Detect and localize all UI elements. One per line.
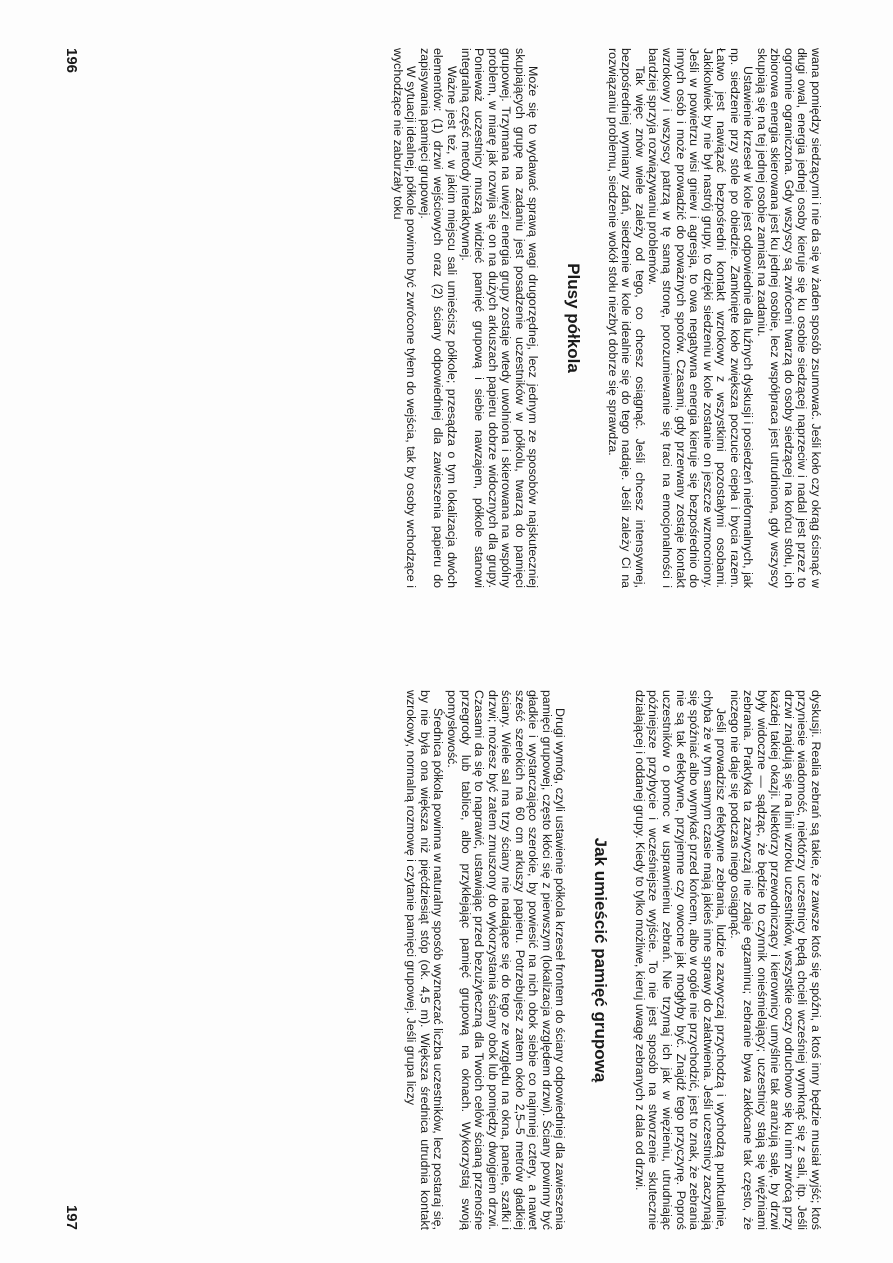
page-197 xyxy=(62,690,822,1230)
paragraph: wana pomiędzy siedzącymi i nie da się w żaden sposób zsumować. Jeśli koło czy okrąg ścisnąć w długi owal, energia jednej osoby kieruje się ku osobie siedzącej naprzeciw i nadal jest przez to ogromnie ograniczona. Gdy wszyscy są zwróceni twarzą do osoby siedzącej na końcu stołu, ich zbiorowa energia skierowana jest ku jednej osobie, lecz współpraca jest utrudniona, gdy wszyscy skupiają się na tej jednej osobie zamiast na zadaniu. xyxy=(754,48,823,588)
paragraph: W sytuacji idealnej, półkole powinno być zwrócone tyłem do wejścia, tak by osoby wchodzące i wychodzące nie zaburzały toku xyxy=(390,48,419,588)
paragraph: Ważne jest też, w jakim miejscu sali umieścisz półkole; przesądza o tym lokalizacja dwóch elementów: (1) drzwi wejściowych oraz (2) ściany odpowiedniej dla zawieszenia papieru do zapisywania pamięci grupowej. xyxy=(417,48,459,588)
page-number: 197 xyxy=(63,1204,80,1230)
page-196 xyxy=(62,48,822,588)
paragraph: Może się to wydawać sprawą wagi drugorzędnej, lecz jednym ze sposobów najskuteczniej skupiających grupę na zadaniu jest posadzenie uczestników w półkolu, twarzą do pamięci grupowej. Trzymana na uwięzi energia grupy zostaje wtedy uwolniona i skierowana na wspólny problem, w miarę jak rozwija się on na dużych arkuszach papieru dobrze widocznych dla grupy. Ponieważ uczestnicy muszą widzieć pamięć grupową i siebie nawzajem, półkole stanowi integralną część metody interaktywnej. xyxy=(458,48,541,588)
paragraph: Jeśli prowadzisz efektywne zebrania, ludzie zazwyczaj przychodzą i wychodzą punktualnie, chyba że w tym samym czasie mają jakieś inne sprawy do załatwienia. Jeśli uczestnicy zaczynają się spóźniać albo wymykać przed końcem, albo w ogóle nie przychodzić, jest to znak, że zebrania nie są tak efektywne, przyjemne czy owocne jak mogłyby być. Znajdź tego przyczynę. Poproś uczestników o pomoc w usprawnieniu zebrań. Nie trzymaj ich jak w więzieniu, utrudniając późniejsze przybycie i wcześniejsze wyjście. To nie jest sposób na stworzenie skutecznie działającej i oddanej grupy. Kiedy to tylko możliwe, kieruj uwagę zebranych z dala od drzwi. xyxy=(632,690,729,1230)
section-heading: Plusy półkola xyxy=(564,263,584,373)
section-heading: Jak umieścić pamięć grupową xyxy=(591,837,611,1083)
paragraph: Tak więc znów wiele zależy od tego, co chcesz osiągnąć. Jeśli chcesz intensywnej, bezpośredniej wymiany zdań, siedzenie w kole idealnie się do tego nadaje. Jeśli zależy Ci na rozwiązaniu problemu, siedzenie wokół stołu niezbyt dobrze się sprawdza. xyxy=(605,48,647,588)
paragraph: Drugi wymóg, czyli ustawienie półkola krzeseł frontem do ściany odpowiedniej dla zawieszenia pamięci grupowej, często kłóci się z pierwszym (lokalizacja względem drzwi). Ściany powinny być gładkie i wystarczająco szerokie, by powiesić na nich obok siebie co najmniej cztery, a nawet sześć szerokich na 60 cm arkuszy papieru. Potrzebujesz zatem około 2,5–5 metrów gładkiej ściany. Wiele sal ma trzy ściany nie nadające się do tego ze względu na okna, panele, szafki i drzwi; możesz być zatem zmuszony do wykorzystania ściany obok lub pomiędzy dwojgiem drzwi. Czasami da się to naprawić, ustawiając przed bezużyteczną dla Twoich celów ścianą przenośne przegrody lub tablice, albo przyklejając pamięć grupową na oknach. Wykorzystaj swoją pomysłowość. xyxy=(444,690,568,1230)
paragraph: Ustawienie krzeseł w kole jest odpowiednie dla luźnych dyskusji i posiedzeń nieformalnych, jak np. siedzenie przy stole po obiedzie. Zamknięte koło zwiększa poczucie ciepła i bycia razem. Łatwo jest nawiązać bezpośredni kontakt wzrokowy z wszystkimi pozostałymi osobami. Jakikolwiek by nie był nastrój grupy, to dzięki siedzeniu w kole zostanie on jeszcze wzmocniony. Jeśli w powietrzu wisi gniew i agresja, to owa negatywna energia kieruje się bezpośrednio do innych osób i może prowadzić do poważnych sporów. Czasami, gdy przerwany zostaje kontakt wzrokowy i wszyscy patrzą w tę samą stronę, porozumiewanie się traci na emocjonalności i bardziej sprzyja rozwiązywaniu problemów. xyxy=(646,48,756,588)
paragraph: dyskusji. Realia zebrań są takie, że zawsze ktoś się spóźni, a ktoś inny będzie musiał wyjść; ktoś przyniesie wiadomość, niektórzy uczestnicy będą chcieli wcześniej wymknąć się z sali, itp. Jeśli drzwi znajdują się na linii wzroku uczestników, wszystkie oczy odruchowo się ku nim zwrócą przy każdej takiej okazji. Niektórzy przewodniczący i kierownicy umyślnie tak aranżują salę, by drzwi były widoczne — sądząc, że będzie to czynnik onieśmielający; uczestnicy stają się więźniami zebrania. Praktyka ta zazwyczaj nie zdaje egzaminu; zebranie bywa zakłócane tak często, że niczego nie daje się podczas niego osiągnąć. xyxy=(727,690,823,1230)
paragraph: Średnica półkola powinna w naturalny sposób wyznaczać liczba uczestników, lecz postaraj się, by nie była ona większa niż pięćdziesiąt stóp (ok. 4,5 m). Większa średnica utrudnia kontakt wzrokowy, normalną rozmowę i czytanie pamięci grupowej. Jeśli grupa liczy xyxy=(404,690,446,1230)
page-number: 196 xyxy=(63,48,80,74)
